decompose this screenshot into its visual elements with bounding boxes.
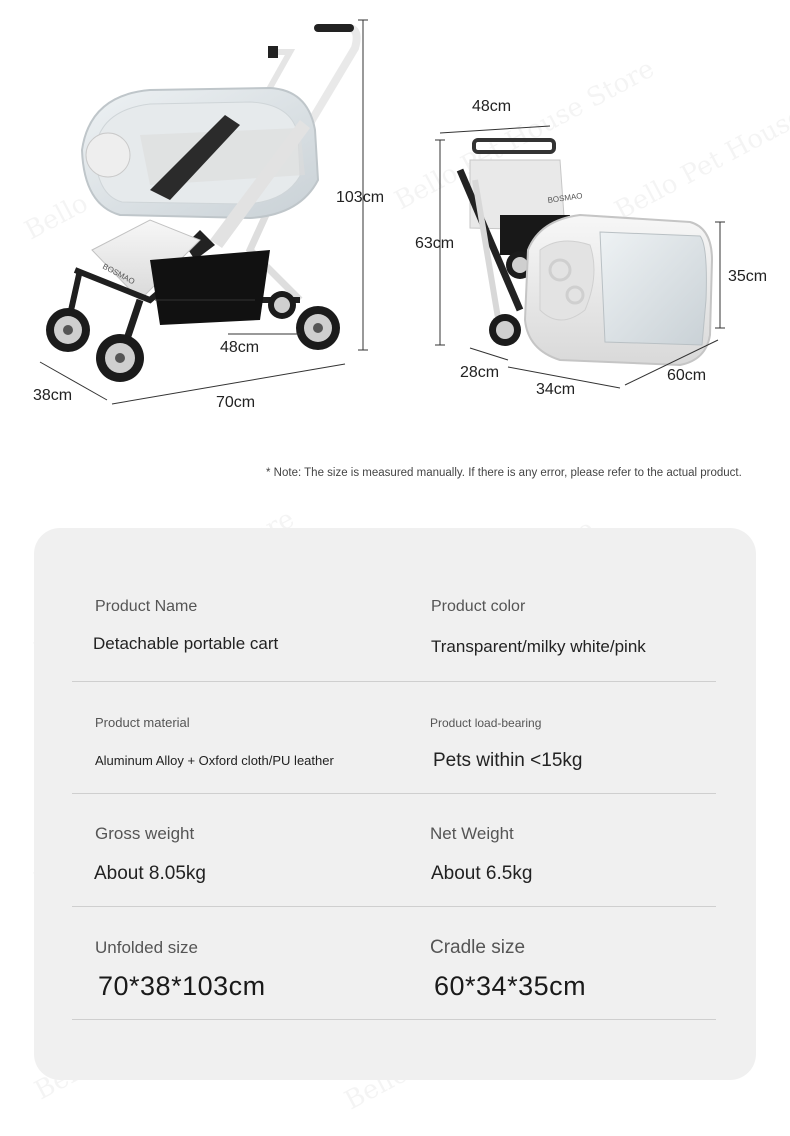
- folded-height-label: 63cm: [415, 235, 455, 252]
- stroller-wheelbase-label: 48cm: [220, 339, 260, 356]
- spec-value: Detachable portable cart: [93, 634, 279, 653]
- stroller-unfolded: [46, 28, 357, 382]
- spec-value: 70*38*103cm: [98, 971, 266, 1001]
- spec-row: [72, 907, 716, 1020]
- cradle-width-label: 34cm: [536, 381, 576, 398]
- spec-value: Transparent/milky white/pink: [431, 637, 646, 656]
- spec-label: Cradle size: [430, 937, 526, 958]
- spec-panel: [34, 528, 756, 1080]
- stroller-length-label: 70cm: [216, 394, 256, 411]
- stroller-width-label: 38cm: [33, 387, 73, 404]
- product-dimension-figure: [0, 0, 790, 420]
- wheel: [46, 308, 90, 352]
- wheel: [96, 334, 144, 382]
- measurement-note: * Note: The size is measured manually. If there is any error, please refer to the actual product.: [266, 467, 742, 479]
- folded-width-label: 48cm: [472, 98, 512, 115]
- cradle-carrier: [525, 215, 712, 365]
- spec-value: Aluminum Alloy + Oxford cloth/PU leather: [95, 753, 334, 768]
- spec-label: Net Weight: [430, 824, 514, 843]
- spec-label: Product color: [431, 598, 526, 615]
- spec-label: Unfolded size: [95, 938, 199, 957]
- spec-value: Pets within <15kg: [433, 750, 583, 771]
- stroller-height-label: 103cm: [336, 189, 385, 206]
- cradle-height-label: 35cm: [728, 268, 768, 285]
- folded-depth-label: 28cm: [460, 364, 500, 381]
- spec-label: Product Name: [95, 598, 198, 615]
- spec-label: Product material: [95, 715, 190, 730]
- folded-brand-label: BOSMAO: [547, 191, 584, 205]
- spec-value: 60*34*35cm: [434, 971, 587, 1001]
- spec-row: [72, 569, 716, 682]
- stroller-brand-label: BOSMAO: [101, 261, 137, 287]
- product-illustration: [0, 0, 790, 420]
- spec-value: About 8.05kg: [94, 863, 206, 884]
- spec-label: Product load-bearing: [430, 716, 542, 730]
- spec-value: About 6.5kg: [431, 863, 533, 884]
- spec-row: [72, 681, 716, 794]
- wheel: [296, 306, 340, 350]
- cradle-length-label: 60cm: [667, 367, 707, 384]
- spec-row: [72, 794, 716, 907]
- wheel: [268, 291, 296, 319]
- spec-label: Gross weight: [95, 824, 195, 843]
